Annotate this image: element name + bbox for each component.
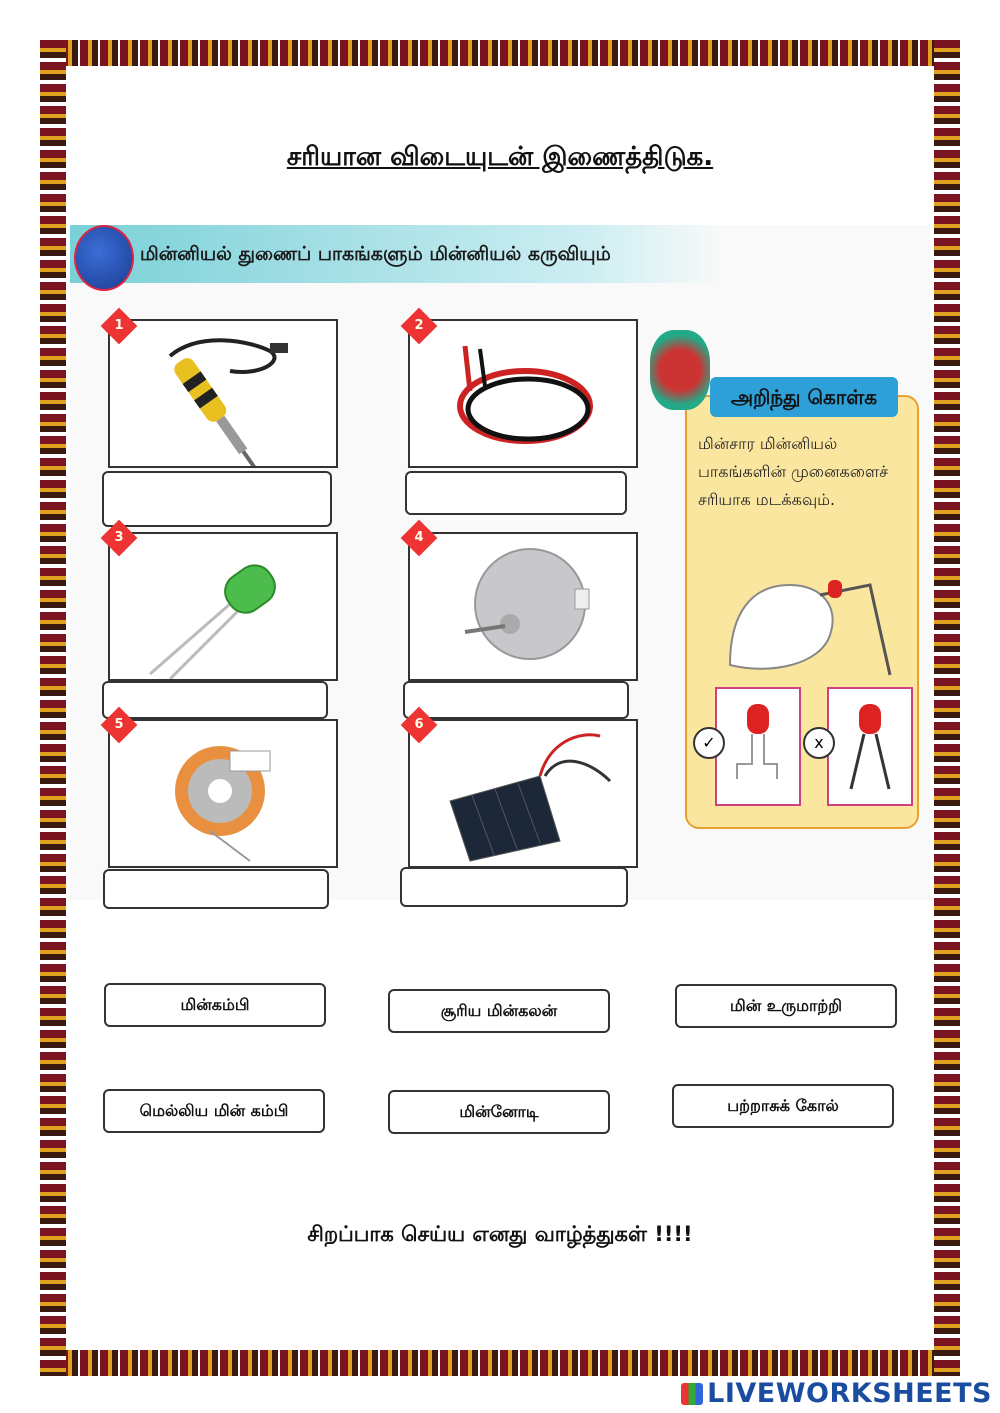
did-you-know-text: மின்சார மின்னியல் பாகங்களின் முனைகளைச் சரியாக மடக்கவும்.: [698, 434, 889, 509]
wrong-led-example: [827, 687, 913, 806]
did-you-know-heading: அறிந்து கொள்க: [710, 377, 898, 417]
hand-bending-led-icon: [720, 555, 900, 685]
decorative-border-top: [40, 40, 960, 66]
word-option-4[interactable]: மெல்லிய மின் கம்பி: [103, 1089, 325, 1133]
wrong-mark-icon: x: [803, 727, 835, 759]
word-option-5[interactable]: மின்னோடி: [388, 1090, 610, 1134]
item-card-2: [408, 319, 638, 468]
brand-name: LIVEWORKSHEETS: [707, 1378, 992, 1409]
item-number-badge-5: 5: [101, 707, 138, 744]
item-card-4: [408, 532, 638, 681]
decorative-border-left: [40, 40, 66, 1376]
closing-message: சிறப்பாக செய்ய எனது வாழ்த்துகள் !!!!: [307, 1222, 693, 1246]
mascot-icon: [74, 225, 134, 291]
item-card-6: [408, 719, 638, 868]
answer-box-6[interactable]: [400, 867, 628, 907]
correct-led-example: [715, 687, 801, 806]
brand-logo-icon: [681, 1383, 703, 1405]
soldering-iron-icon: [110, 321, 336, 466]
item-number-badge-4: 4: [401, 520, 438, 557]
word-option-6[interactable]: பற்றாசுக் கோல்: [672, 1084, 894, 1128]
answer-box-3[interactable]: [102, 681, 328, 719]
textbook-panel: [70, 225, 930, 900]
item-number-badge-3: 3: [101, 520, 138, 557]
item-card-3: [108, 532, 338, 681]
word-option-3[interactable]: மின் உருமாற்றி: [675, 984, 897, 1028]
item-number-badge-6: 6: [401, 707, 438, 744]
answer-box-1[interactable]: [102, 471, 332, 527]
answer-box-5[interactable]: [103, 869, 329, 909]
led-wrong-icon: [829, 689, 911, 804]
worksheet-title: சரியான விடையுடன் இணைத்திடுக.: [286, 142, 714, 172]
section-banner: [70, 225, 720, 283]
answer-box-2[interactable]: [405, 471, 627, 515]
correct-mark-icon: ✓: [693, 727, 725, 759]
banner-text: மின்னியல் துணைப் பாகங்களும் மின்னியல் கருவியும்: [140, 243, 611, 265]
item-number-badge-1: 1: [101, 308, 138, 345]
solder-wire-spool-icon: [110, 721, 336, 866]
item-card-5: [108, 719, 338, 868]
item-number-badge-2: 2: [401, 308, 438, 345]
word-option-2[interactable]: சூரிய மின்கலன்: [388, 989, 610, 1033]
motor-icon: [410, 534, 636, 679]
word-option-1[interactable]: மின்கம்பி: [104, 983, 326, 1027]
decorative-border-right: [934, 40, 960, 1376]
brand-logo: [681, 1378, 992, 1409]
solar-cell-icon: [410, 721, 636, 866]
answer-box-4[interactable]: [403, 681, 629, 719]
led-icon: [110, 534, 336, 679]
item-card-1: [108, 319, 338, 468]
decorative-border-bottom: [40, 1350, 960, 1376]
robot-mascot-icon: [650, 330, 710, 410]
led-correct-icon: [717, 689, 799, 804]
wire-icon: [410, 321, 636, 466]
